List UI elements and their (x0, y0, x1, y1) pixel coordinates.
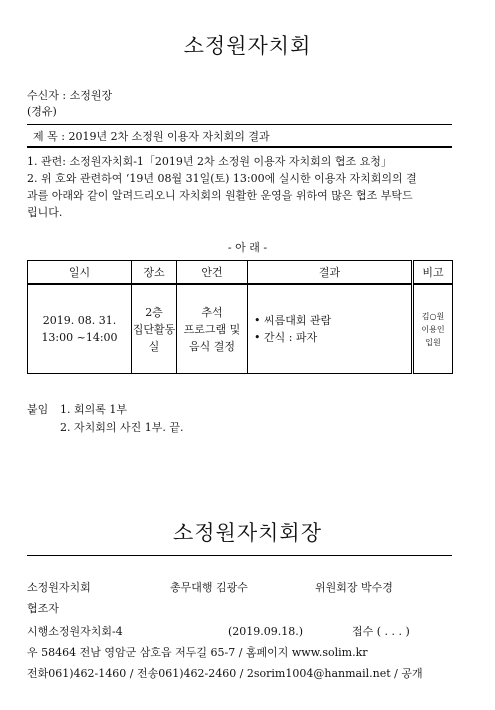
attachment-label: 붙임 (27, 403, 49, 416)
footer-role-1: 총무대행 김광수 (170, 581, 248, 594)
date-text: 2019. 08. 31. (42, 314, 117, 327)
agenda-line-1: 추석 (201, 305, 223, 319)
result-table (27, 260, 453, 374)
body-line-1: 1. 관련: 소정원자치회-1「2019년 2차 소정원 이용자 자치회의 협조 요청」 (27, 155, 392, 168)
footer-title: 소정원자치회장 (172, 521, 322, 545)
notice-heading: - 아 래 - (227, 241, 268, 254)
remark-line-2: 이용인 (421, 324, 445, 334)
agenda-line-2: 프로그램 및 (183, 322, 241, 336)
table-header-row (28, 261, 453, 285)
body-line-2: 2. 위 호와 관련하여 ‘19년 08월 31일(토) 13:00에 실시한 이용자 자치회의의 결 (27, 172, 417, 185)
remarks-cell (413, 284, 453, 374)
body-line-4: 립니다. (27, 206, 63, 219)
remark-line-3: 입원 (425, 337, 441, 347)
attachment-item-1: 1. 회의록 1부 (60, 403, 127, 416)
subject-top-rule (27, 124, 452, 125)
table-row (28, 284, 453, 374)
address: 우 58464 전남 영암군 삼호읍 저두길 65-7 / 홈페이지 www.solim.kr (27, 646, 368, 659)
attachment-item-2: 2. 자치회의 사진 1부. 끝. (60, 421, 184, 434)
contact: 전화061)462-1460 / 전송061)462-2460 / 2sorim1004@hanmail.net / 공개 (27, 667, 423, 680)
room-text: 집단활동실 (132, 322, 176, 353)
header-remarks: 비고 (413, 261, 453, 285)
receipt: 접수 ( . . . ) (352, 625, 410, 638)
result-item-1: • 씨름대회 관람 (254, 314, 332, 327)
place-cell (132, 284, 177, 374)
subject: 제 목 : 2019년 2차 소정원 이용자 자치회의 결과 (33, 130, 270, 143)
document-title: 소정원자치회 (183, 34, 312, 58)
datetime-cell (28, 284, 132, 374)
subject-bottom-rule (27, 146, 452, 148)
footer-rule (27, 555, 452, 556)
recipient: 수신자 : 소정원장 (27, 89, 113, 102)
agenda-line-3: 음식 결정 (188, 339, 235, 353)
time-text: 13:00 ~14:00 (41, 331, 118, 344)
header-result: 결과 (248, 261, 413, 285)
header-agenda: 안건 (177, 261, 248, 285)
footer-role-2: 위원회장 박수경 (315, 581, 393, 594)
header-datetime: 일시 (28, 261, 132, 285)
body-line-3: 과를 아래와 같이 알려드리오니 자치회의 원활한 운영을 위하여 많은 협조 부탁드 (27, 189, 413, 202)
remark-line-1: 김○원 (421, 311, 445, 321)
enforcement-number: 시행소정원자치회-4 (27, 625, 123, 638)
agenda-cell (177, 284, 248, 374)
floor-text: 2층 (145, 305, 163, 319)
footer-org: 소정원자치회 (27, 581, 91, 594)
enforcement-date: (2019.09.18.) (228, 625, 304, 638)
cooperator: 협조자 (27, 602, 59, 615)
result-cell (248, 284, 413, 374)
header-place: 장소 (132, 261, 177, 285)
via: (경유) (27, 105, 57, 118)
result-item-2: • 간식 : 파자 (254, 331, 318, 344)
